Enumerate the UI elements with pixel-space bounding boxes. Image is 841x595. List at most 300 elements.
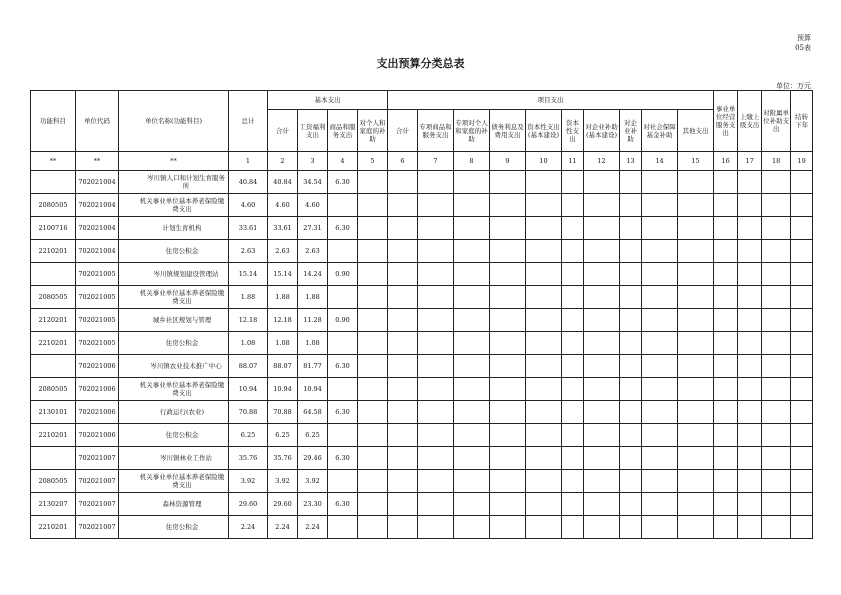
empty-cell [388, 309, 418, 332]
table-row [31, 493, 813, 516]
empty-cell [678, 378, 714, 401]
empty-cell [791, 493, 813, 516]
unit-name-cell: 岑川镇人口和计划生育服务所 [119, 171, 229, 194]
empty-cell [562, 286, 584, 309]
basic-wage-cell: 1.08 [298, 332, 328, 355]
basic-goods-cell [328, 516, 358, 539]
total-cell: 1.88 [229, 286, 268, 309]
empty-cell [562, 447, 584, 470]
func-code-cell: 2080505 [31, 194, 76, 217]
basic-total-cell: 70.88 [268, 401, 298, 424]
total-cell: 12.18 [229, 309, 268, 332]
empty-cell [526, 309, 562, 332]
empty-cell [388, 194, 418, 217]
basic-wage-cell: 64.58 [298, 401, 328, 424]
empty-cell [678, 516, 714, 539]
empty-cell [526, 332, 562, 355]
empty-cell [791, 470, 813, 493]
unit-name-cell: 机关事业单位基本养老保险缴费支出 [119, 378, 229, 401]
empty-cell [418, 470, 454, 493]
unit-code-cell: 702021006 [76, 424, 119, 447]
index-cell: 8 [454, 152, 490, 171]
empty-cell [762, 309, 791, 332]
empty-cell [791, 309, 813, 332]
empty-cell [762, 516, 791, 539]
empty-cell [791, 286, 813, 309]
index-cell: ** [31, 152, 76, 171]
unit-code-cell: 702021006 [76, 378, 119, 401]
basic-wage-cell: 81.77 [298, 355, 328, 378]
empty-cell [678, 194, 714, 217]
total-cell: 88.07 [229, 355, 268, 378]
table-row [31, 332, 813, 355]
unit-code-cell: 702021005 [76, 309, 119, 332]
total-cell: 2.63 [229, 240, 268, 263]
basic-goods-cell [328, 424, 358, 447]
index-cell: 5 [358, 152, 388, 171]
empty-cell [791, 447, 813, 470]
empty-cell [791, 355, 813, 378]
unit-code-cell: 702021004 [76, 171, 119, 194]
empty-cell [418, 263, 454, 286]
header-func-code: 功能科目 [31, 91, 76, 152]
table-row [31, 401, 813, 424]
empty-cell [418, 286, 454, 309]
basic-personal-cell [358, 240, 388, 263]
table-row [31, 240, 813, 263]
empty-cell [762, 194, 791, 217]
form-number-line2: 05表 [795, 44, 811, 52]
index-cell: 12 [584, 152, 620, 171]
func-code-cell: 2080505 [31, 286, 76, 309]
empty-cell [388, 401, 418, 424]
index-cell: 4 [328, 152, 358, 171]
empty-cell [454, 516, 490, 539]
basic-wage-cell: 4.60 [298, 194, 328, 217]
basic-total-cell: 10.94 [268, 378, 298, 401]
func-code-cell: 2100716 [31, 217, 76, 240]
empty-cell [738, 424, 762, 447]
empty-cell [562, 194, 584, 217]
empty-cell [642, 263, 678, 286]
header-project-7: 对企业补助 [620, 110, 642, 152]
basic-personal-cell [358, 171, 388, 194]
total-cell: 15.14 [229, 263, 268, 286]
func-code-cell: 2210201 [31, 424, 76, 447]
empty-cell [490, 447, 526, 470]
empty-cell [388, 493, 418, 516]
unit-name-cell: 城乡社区规划与管理 [119, 309, 229, 332]
empty-cell [388, 240, 418, 263]
empty-cell [791, 217, 813, 240]
empty-cell [738, 194, 762, 217]
empty-cell [526, 424, 562, 447]
total-cell: 35.76 [229, 447, 268, 470]
empty-cell [418, 217, 454, 240]
empty-cell [526, 401, 562, 424]
basic-personal-cell [358, 217, 388, 240]
empty-cell [584, 447, 620, 470]
header-basic-2: 商品和服务支出 [328, 110, 358, 152]
empty-cell [584, 493, 620, 516]
unit-name-cell: 住房公积金 [119, 516, 229, 539]
func-code-cell: 2080505 [31, 378, 76, 401]
table-row [31, 309, 813, 332]
empty-cell [714, 424, 738, 447]
unit-code-cell: 702021004 [76, 240, 119, 263]
table-row [31, 424, 813, 447]
empty-cell [490, 171, 526, 194]
empty-cell [584, 332, 620, 355]
empty-cell [388, 286, 418, 309]
empty-cell [388, 332, 418, 355]
empty-cell [714, 447, 738, 470]
basic-total-cell: 3.92 [268, 470, 298, 493]
empty-cell [678, 171, 714, 194]
table-row [31, 217, 813, 240]
basic-total-cell: 1.08 [268, 332, 298, 355]
empty-cell [490, 493, 526, 516]
unit-code-cell: 702021007 [76, 470, 119, 493]
index-cell: 2 [268, 152, 298, 171]
empty-cell [738, 378, 762, 401]
basic-goods-cell: 0.90 [328, 263, 358, 286]
empty-cell [738, 516, 762, 539]
basic-wage-cell: 1.88 [298, 286, 328, 309]
empty-cell [738, 447, 762, 470]
empty-cell [714, 355, 738, 378]
header-project-6: 对企业补助(基本建设) [584, 110, 620, 152]
table-row [31, 378, 813, 401]
empty-cell [714, 493, 738, 516]
empty-cell [454, 263, 490, 286]
total-cell: 1.08 [229, 332, 268, 355]
empty-cell [642, 355, 678, 378]
empty-cell [642, 378, 678, 401]
empty-cell [762, 470, 791, 493]
table-row [31, 470, 813, 493]
table-row [31, 355, 813, 378]
empty-cell [388, 355, 418, 378]
empty-cell [714, 171, 738, 194]
table-row [31, 171, 813, 194]
basic-total-cell: 12.18 [268, 309, 298, 332]
empty-cell [490, 470, 526, 493]
header-project-8: 对社会保障基金补助 [642, 110, 678, 152]
header-total: 总计 [229, 91, 268, 152]
empty-cell [762, 447, 791, 470]
empty-cell [791, 424, 813, 447]
empty-cell [642, 309, 678, 332]
header-basic: 基本支出 [268, 91, 388, 110]
empty-cell [584, 240, 620, 263]
basic-wage-cell: 2.24 [298, 516, 328, 539]
unit-code-cell: 702021006 [76, 401, 119, 424]
total-cell: 70.88 [229, 401, 268, 424]
basic-total-cell: 1.88 [268, 286, 298, 309]
basic-personal-cell [358, 516, 388, 539]
expenditure-table [30, 90, 813, 539]
empty-cell [490, 332, 526, 355]
basic-personal-cell [358, 470, 388, 493]
empty-cell [762, 332, 791, 355]
empty-cell [620, 263, 642, 286]
empty-cell [714, 286, 738, 309]
empty-cell [620, 424, 642, 447]
total-cell: 4.60 [229, 194, 268, 217]
empty-cell [642, 194, 678, 217]
empty-cell [620, 332, 642, 355]
total-cell: 33.61 [229, 217, 268, 240]
empty-cell [791, 171, 813, 194]
total-cell: 10.94 [229, 378, 268, 401]
empty-cell [526, 217, 562, 240]
unit-name-cell: 岑川镇规划建设管理站 [119, 263, 229, 286]
empty-cell [738, 286, 762, 309]
empty-cell [714, 470, 738, 493]
empty-cell [678, 263, 714, 286]
index-cell: 3 [298, 152, 328, 171]
basic-wage-cell: 23.30 [298, 493, 328, 516]
empty-cell [678, 286, 714, 309]
empty-cell [620, 309, 642, 332]
func-code-cell [31, 171, 76, 194]
empty-cell [388, 171, 418, 194]
empty-cell [418, 309, 454, 332]
header-tail-0: 事业单位经营服务支出 [714, 91, 738, 152]
unit-code-cell: 702021004 [76, 217, 119, 240]
header-unit-code: 单位代码 [76, 91, 119, 152]
unit-name-cell: 住房公积金 [119, 240, 229, 263]
index-cell: 11 [562, 152, 584, 171]
empty-cell [490, 286, 526, 309]
header-project-5: 资本性支出 [562, 110, 584, 152]
basic-wage-cell: 3.92 [298, 470, 328, 493]
empty-cell [562, 401, 584, 424]
empty-cell [678, 332, 714, 355]
empty-cell [418, 171, 454, 194]
basic-goods-cell: 6.30 [328, 355, 358, 378]
unit-name-cell: 住房公积金 [119, 332, 229, 355]
empty-cell [526, 378, 562, 401]
empty-cell [620, 493, 642, 516]
empty-cell [584, 194, 620, 217]
header-project-0: 合计 [388, 110, 418, 152]
unit-name-cell: 计划生育机构 [119, 217, 229, 240]
header-tail-3: 结转下年 [791, 91, 813, 152]
empty-cell [526, 447, 562, 470]
index-cell: 6 [388, 152, 418, 171]
empty-cell [791, 194, 813, 217]
empty-cell [562, 171, 584, 194]
header-project-4: 资本性支出(基本建设) [526, 110, 562, 152]
empty-cell [678, 355, 714, 378]
empty-cell [714, 263, 738, 286]
basic-goods-cell [328, 470, 358, 493]
empty-cell [526, 171, 562, 194]
basic-goods-cell [328, 378, 358, 401]
index-cell: 14 [642, 152, 678, 171]
empty-cell [762, 240, 791, 263]
empty-cell [678, 217, 714, 240]
basic-personal-cell [358, 194, 388, 217]
empty-cell [642, 516, 678, 539]
empty-cell [738, 171, 762, 194]
header-tail-1: 上缴上级支出 [738, 91, 762, 152]
func-code-cell: 2120201 [31, 309, 76, 332]
empty-cell [562, 516, 584, 539]
empty-cell [714, 217, 738, 240]
table-row [31, 516, 813, 539]
empty-cell [454, 309, 490, 332]
empty-cell [562, 332, 584, 355]
empty-cell [562, 240, 584, 263]
empty-cell [678, 424, 714, 447]
header-basic-3: 对个人和家庭的补助 [358, 110, 388, 152]
form-number [795, 33, 811, 53]
empty-cell [738, 470, 762, 493]
unit-code-cell: 702021005 [76, 263, 119, 286]
empty-cell [388, 263, 418, 286]
unit-code-cell: 702021005 [76, 332, 119, 355]
empty-cell [562, 217, 584, 240]
empty-cell [418, 194, 454, 217]
empty-cell [490, 355, 526, 378]
empty-cell [791, 401, 813, 424]
empty-cell [714, 240, 738, 263]
empty-cell [714, 332, 738, 355]
basic-wage-cell: 27.31 [298, 217, 328, 240]
empty-cell [454, 194, 490, 217]
empty-cell [388, 516, 418, 539]
empty-cell [791, 332, 813, 355]
empty-cell [738, 332, 762, 355]
index-cell: 15 [678, 152, 714, 171]
empty-cell [562, 355, 584, 378]
empty-cell [454, 447, 490, 470]
empty-cell [642, 470, 678, 493]
empty-cell [526, 286, 562, 309]
empty-cell [738, 240, 762, 263]
header-project: 项目支出 [388, 91, 714, 110]
basic-goods-cell: 6.30 [328, 401, 358, 424]
empty-cell [418, 424, 454, 447]
empty-cell [490, 309, 526, 332]
empty-cell [584, 401, 620, 424]
unit-name-cell: 岑川镇林业工作站 [119, 447, 229, 470]
empty-cell [454, 470, 490, 493]
basic-goods-cell: 0.90 [328, 309, 358, 332]
basic-personal-cell [358, 263, 388, 286]
basic-total-cell: 40.84 [268, 171, 298, 194]
empty-cell [418, 378, 454, 401]
header-project-3: 债务利息及费用支出 [490, 110, 526, 152]
unit-name-cell: 机关事业单位基本养老保险缴费支出 [119, 470, 229, 493]
basic-goods-cell [328, 332, 358, 355]
basic-wage-cell: 34.54 [298, 171, 328, 194]
empty-cell [642, 286, 678, 309]
basic-goods-cell: 6.30 [328, 493, 358, 516]
empty-cell [642, 332, 678, 355]
empty-cell [738, 401, 762, 424]
func-code-cell: 2210201 [31, 332, 76, 355]
basic-total-cell: 2.24 [268, 516, 298, 539]
header-project-2: 专项对个人和家庭的补助 [454, 110, 490, 152]
empty-cell [642, 240, 678, 263]
basic-total-cell: 29.60 [268, 493, 298, 516]
empty-cell [620, 447, 642, 470]
empty-cell [418, 516, 454, 539]
func-code-cell: 2130101 [31, 401, 76, 424]
empty-cell [562, 470, 584, 493]
basic-personal-cell [358, 286, 388, 309]
table-row [31, 286, 813, 309]
unit-code-cell: 702021007 [76, 447, 119, 470]
form-number-line1: 预算 [797, 34, 811, 42]
empty-cell [454, 424, 490, 447]
unit-name-cell: 机关事业单位基本养老保险缴费支出 [119, 194, 229, 217]
index-cell: 13 [620, 152, 642, 171]
empty-cell [620, 286, 642, 309]
empty-cell [678, 309, 714, 332]
index-cell: 7 [418, 152, 454, 171]
empty-cell [526, 493, 562, 516]
unit-code-cell: 702021007 [76, 516, 119, 539]
empty-cell [791, 263, 813, 286]
empty-cell [418, 355, 454, 378]
empty-cell [738, 493, 762, 516]
empty-cell [490, 194, 526, 217]
empty-cell [738, 355, 762, 378]
empty-cell [584, 516, 620, 539]
unit-label: 单位：万元 [776, 82, 811, 90]
func-code-cell: 2210201 [31, 240, 76, 263]
empty-cell [620, 240, 642, 263]
index-cell: 9 [490, 152, 526, 171]
index-cell: 1 [229, 152, 268, 171]
empty-cell [791, 378, 813, 401]
unit-name-cell: 机关事业单位基本养老保险缴费支出 [119, 286, 229, 309]
empty-cell [620, 516, 642, 539]
empty-cell [791, 240, 813, 263]
empty-cell [762, 171, 791, 194]
index-cell: ** [76, 152, 119, 171]
empty-cell [642, 401, 678, 424]
empty-cell [738, 309, 762, 332]
empty-cell [642, 424, 678, 447]
empty-cell [490, 424, 526, 447]
empty-cell [762, 424, 791, 447]
empty-cell [388, 470, 418, 493]
empty-cell [454, 240, 490, 263]
func-code-cell: 2080505 [31, 470, 76, 493]
total-cell: 3.92 [229, 470, 268, 493]
empty-cell [584, 355, 620, 378]
empty-cell [454, 171, 490, 194]
empty-cell [642, 493, 678, 516]
empty-cell [642, 447, 678, 470]
basic-wage-cell: 2.63 [298, 240, 328, 263]
empty-cell [584, 217, 620, 240]
basic-goods-cell [328, 286, 358, 309]
empty-cell [714, 516, 738, 539]
empty-cell [620, 217, 642, 240]
unit-name-cell: 岑川镇农业技术推广中心 [119, 355, 229, 378]
index-cell: 17 [738, 152, 762, 171]
empty-cell [584, 171, 620, 194]
basic-total-cell: 2.63 [268, 240, 298, 263]
empty-cell [762, 355, 791, 378]
